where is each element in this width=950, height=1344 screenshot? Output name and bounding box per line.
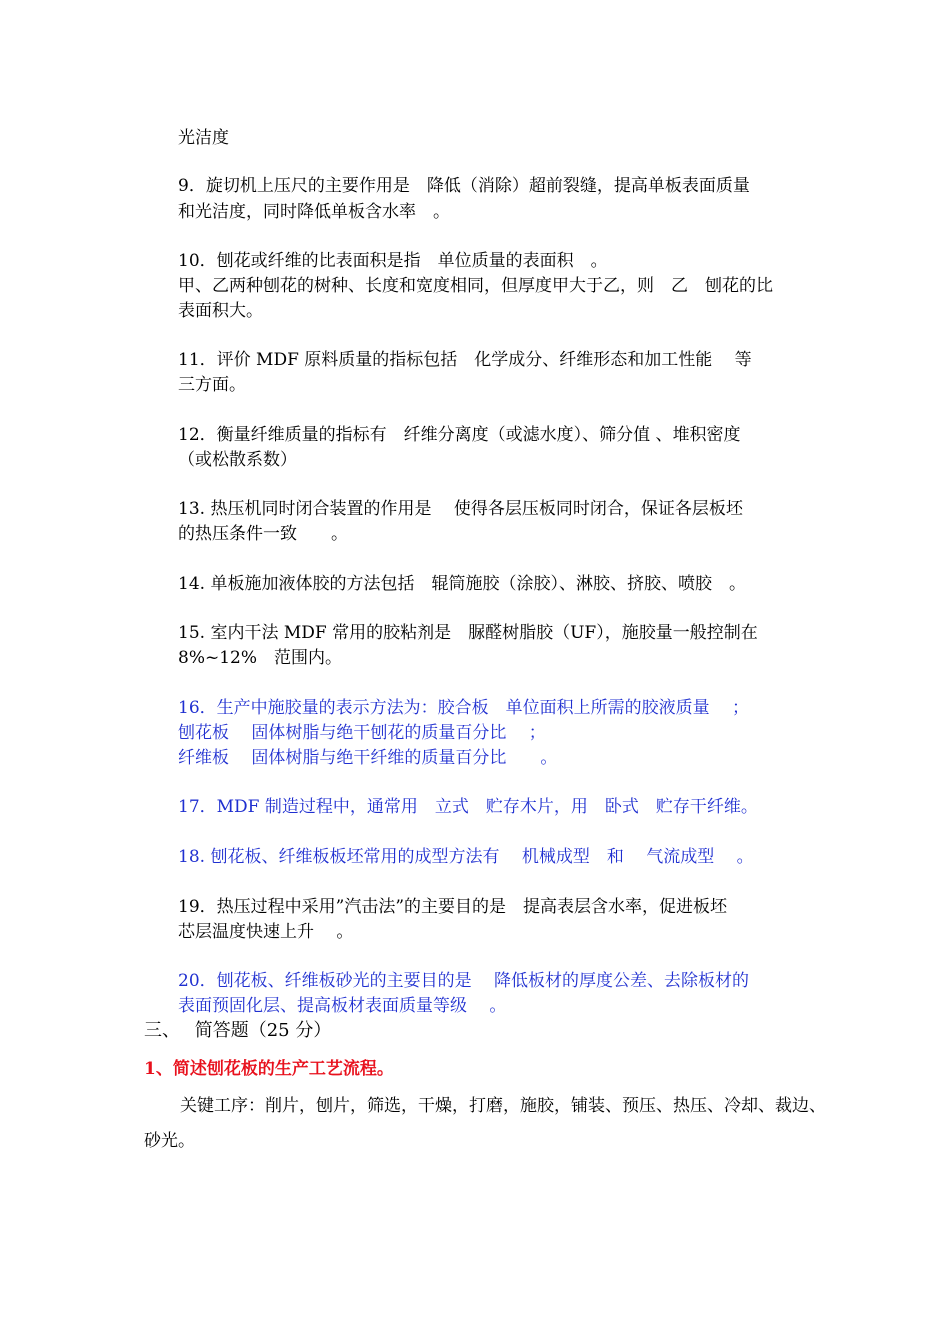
question-15-line-2: 8%~12% 范围内。 bbox=[178, 648, 342, 668]
question-19-line-2: 芯层温度快速上升 。 bbox=[178, 922, 354, 942]
continued-text: 光洁度 bbox=[178, 128, 229, 148]
question-20-line-1: 20．刨花板、纤维板砂光的主要目的是 降低板材的厚度公差、去除板材的 bbox=[178, 971, 750, 991]
section-3-heading: 三、 简答题（25 分） bbox=[144, 1020, 332, 1041]
question-13-line-1: 13. 热压机同时闭合装置的作用是 使得各层压板同时闭合，保证各层板坯 bbox=[178, 499, 743, 519]
question-10-line-2: 甲、乙两种刨花的树种、长度和宽度相同，但厚度甲大于乙，则 乙 刨花的比 bbox=[178, 276, 773, 296]
question-16-line-3: 纤维板 固体树脂与绝干纤维的质量百分比 。 bbox=[178, 748, 558, 768]
question-10-line-1: 10．刨花或纤维的比表面积是指 单位质量的表面积 。 bbox=[178, 251, 608, 271]
question-12-line-2: （或松散系数） bbox=[178, 450, 297, 470]
question-9-line-2: 和光洁度，同时降低单板含水率 。 bbox=[178, 202, 450, 222]
question-19-line-1: 19．热压过程中采用”汽击法”的主要目的是 提高表层含水率，促进板坯 bbox=[178, 897, 728, 917]
question-17: 17．MDF 制造过程中，通常用 立式 贮存木片，用 卧式 贮存干纤维。 bbox=[178, 797, 758, 817]
question-12-line-1: 12．衡量纤维质量的指标有 纤维分离度（或滤水度）、筛分值 、堆积密度 bbox=[178, 425, 741, 445]
question-9-line-1: 9．旋切机上压尺的主要作用是 降低（消除）超前裂缝，提高单板表面质量 bbox=[178, 176, 750, 196]
answer-1-line-1: 关键工序：削片，刨片，筛选，干燥，打磨，施胶，铺装、预压、热压、冷却、裁边、 bbox=[180, 1096, 826, 1116]
question-14: 14. 单板施加液体胶的方法包括 辊筒施胶（涂胶）、淋胶、挤胶、喷胶 。 bbox=[178, 574, 746, 594]
answer-1-line-2: 砂光。 bbox=[144, 1131, 195, 1151]
question-15-line-1: 15. 室内干法 MDF 常用的胶粘剂是 脲醛树脂胶（UF），施胶量一般控制在 bbox=[178, 623, 758, 643]
question-13-line-2: 的热压条件一致 。 bbox=[178, 524, 348, 544]
short-answer-1-heading: 1、简述刨花板的生产工艺流程。 bbox=[144, 1059, 394, 1079]
question-11-line-2: 三方面。 bbox=[178, 375, 246, 395]
question-11-line-1: 11．评价 MDF 原料质量的指标包括 化学成分、纤维形态和加工性能 等 bbox=[178, 350, 752, 370]
question-10-line-3: 表面积大。 bbox=[178, 301, 263, 321]
question-20-line-2: 表面预固化层、提高板材表面质量等级 。 bbox=[178, 996, 507, 1016]
question-18: 18. 刨花板、纤维板板坯常用的成型方法有 机械成型 和 气流成型 。 bbox=[178, 847, 754, 867]
question-16-line-2: 刨花板 固体树脂与绝干刨花的质量百分比 ； bbox=[178, 723, 546, 743]
question-16-line-1: 16．生产中施胶量的表示方法为：胶合板 单位面积上所需的胶液质量 ； bbox=[178, 698, 750, 718]
